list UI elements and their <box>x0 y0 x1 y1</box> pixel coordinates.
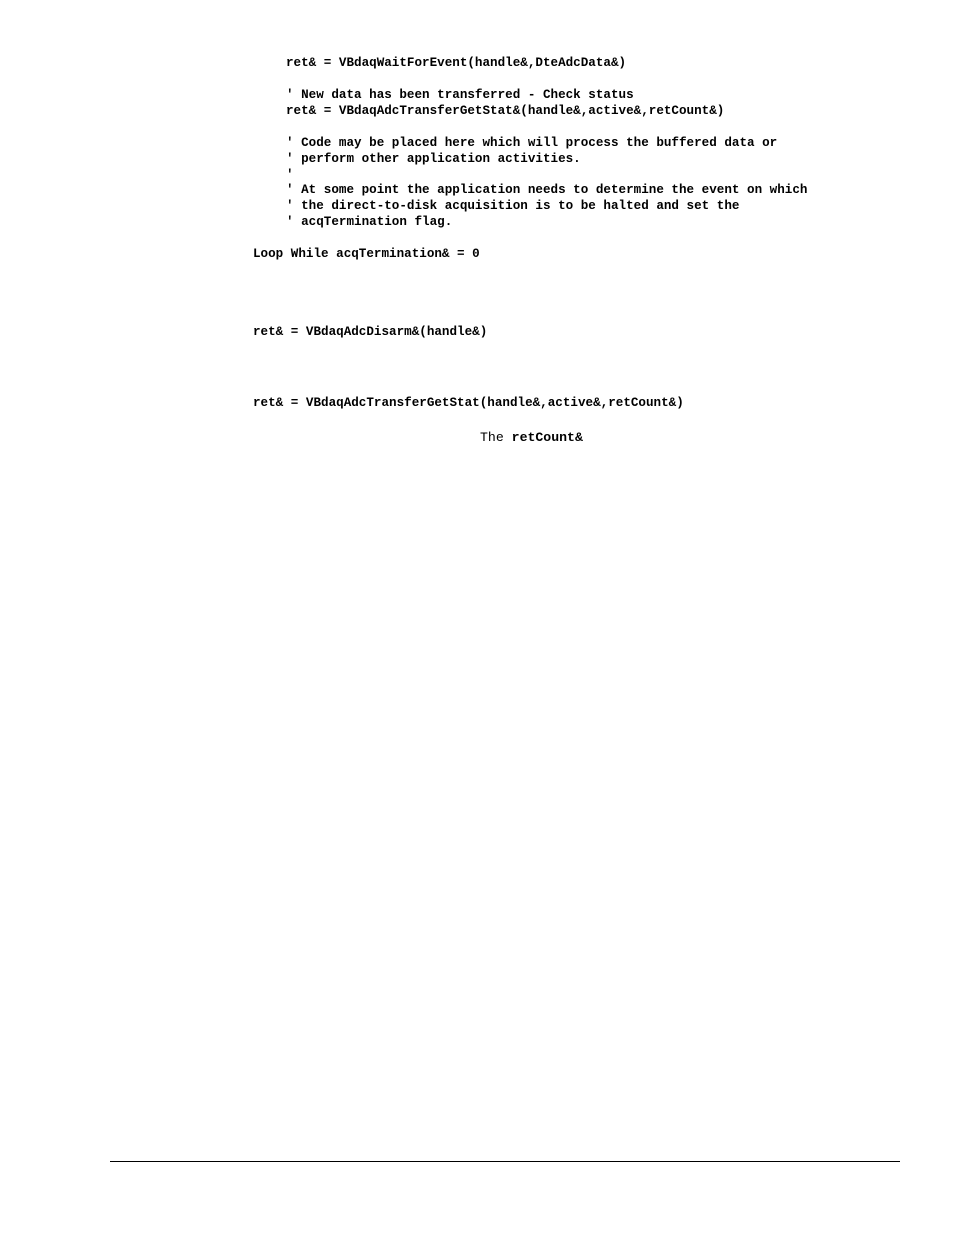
code-line-wait-for-event: ret& = VBdaqWaitForEvent(handle&,DteAdcData&) <box>286 56 627 70</box>
code-line-comment-blank: ' <box>286 168 294 182</box>
footer-rule <box>110 1161 900 1162</box>
code-line-adc-transfer-get-stat: ret& = VBdaqAdcTransferGetStat(handle&,active&,retCount&) <box>253 396 684 410</box>
code-line-loop-while: Loop While acqTermination& = 0 <box>253 247 480 261</box>
code-line-comment-halted: ' the direct-to-disk acquisition is to be halted and set the <box>286 199 740 213</box>
prose-prefix: The <box>480 430 512 445</box>
code-line-transfer-get-stat: ret& = VBdaqAdcTransferGetStat&(handle&,active&,retCount&) <box>286 104 725 118</box>
prose-code-term: retCount& <box>511 430 583 445</box>
prose-paragraph <box>480 429 583 446</box>
code-line-comment-perform: ' perform other application activities. <box>286 152 581 166</box>
code-line-comment-process: ' Code may be placed here which will process the buffered data or <box>286 136 778 150</box>
code-line-adc-disarm: ret& = VBdaqAdcDisarm&(handle&) <box>253 325 488 339</box>
code-line-comment-flag: ' acqTermination flag. <box>286 215 453 229</box>
code-line-comment-determine: ' At some point the application needs to determine the event on which <box>286 183 808 197</box>
code-line-comment-new-data: ' New data has been transferred - Check status <box>286 88 634 102</box>
